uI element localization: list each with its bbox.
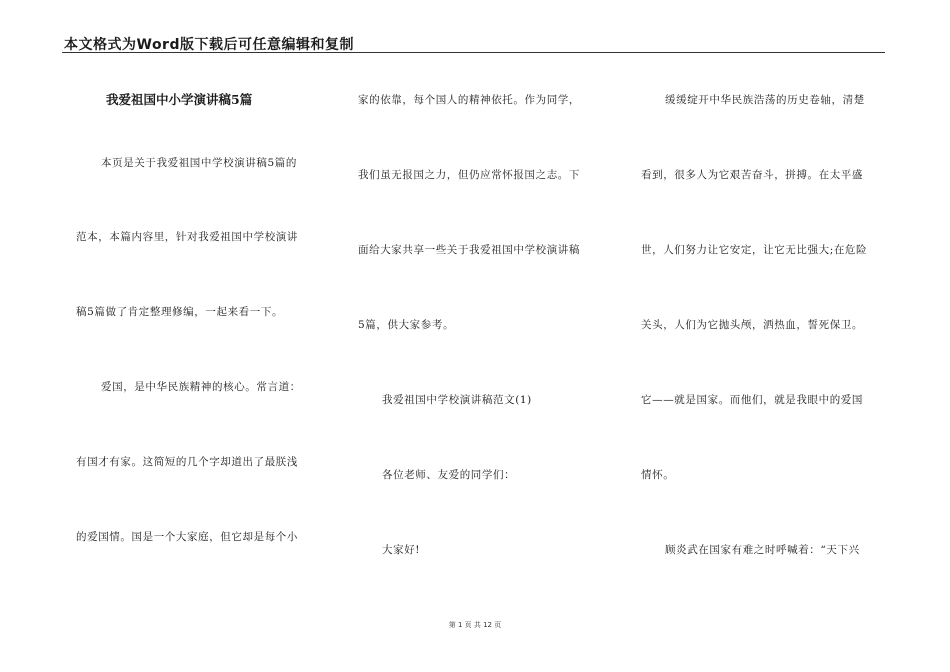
paragraph-line: 看到，很多人为它艰苦奋斗，拼搏。在太平盛 [641, 169, 863, 181]
paragraph-line: 范本，本篇内容里，针对我爱祖国中学校演讲 [76, 231, 298, 243]
paragraph-line: 有国才有家。这简短的几个字却道出了最朕浅 [76, 456, 298, 468]
paragraph-line: 世，人们努力让它安定，让它无比强大;在危险 [641, 244, 868, 256]
paragraph-line: 的爱国情。国是一个大家庭，但它却是每个小 [76, 531, 298, 543]
paragraph-line: 情怀。 [641, 469, 675, 481]
paragraph-line: 顾炎武在国家有难之时呼喊着：“天下兴 [665, 544, 860, 556]
document-title: 我爱祖国中小学演讲稿5篇 [106, 92, 253, 107]
paragraph-line: 我们虽无报国之力，但仍应常怀报国之志。下 [358, 169, 580, 181]
paragraph-line: 稿5篇做了肯定整理修编，一起来看一下。 [76, 306, 284, 318]
paragraph-line: 家的依靠，每个国人的精神依托。作为同学， [358, 94, 580, 106]
salutation-line: 各位老师、友爱的同学们： [382, 469, 516, 481]
paragraph-line: 它——就是国家。而他们，就是我眼中的爱国 [641, 394, 863, 406]
section-heading: 我爱祖国中学校演讲稿范文(1) [382, 394, 532, 406]
page-header: 本文格式为Word版下载后可任意编辑和复制 [64, 37, 354, 53]
paragraph-line: 爱国，是中华民族精神的核心。常言道： [101, 381, 301, 393]
greeting-line: 大家好! [382, 544, 421, 556]
header-divider [62, 52, 885, 53]
paragraph-line: 面给大家共享一些关于我爱祖国中学校演讲稿 [358, 244, 580, 256]
paragraph-line: 关头，人们为它抛头颅，洒热血，誓死保卫。 [641, 319, 863, 331]
page-number-footer: 第 1 页 共 12 页 [448, 621, 502, 629]
paragraph-line: 本页是关于我爱祖国中学校演讲稿5篇的 [101, 157, 297, 169]
paragraph-line: 缓缓绽开中华民族浩荡的历史卷轴，清楚 [665, 94, 865, 106]
paragraph-line: 5篇，供大家参考。 [358, 319, 455, 331]
